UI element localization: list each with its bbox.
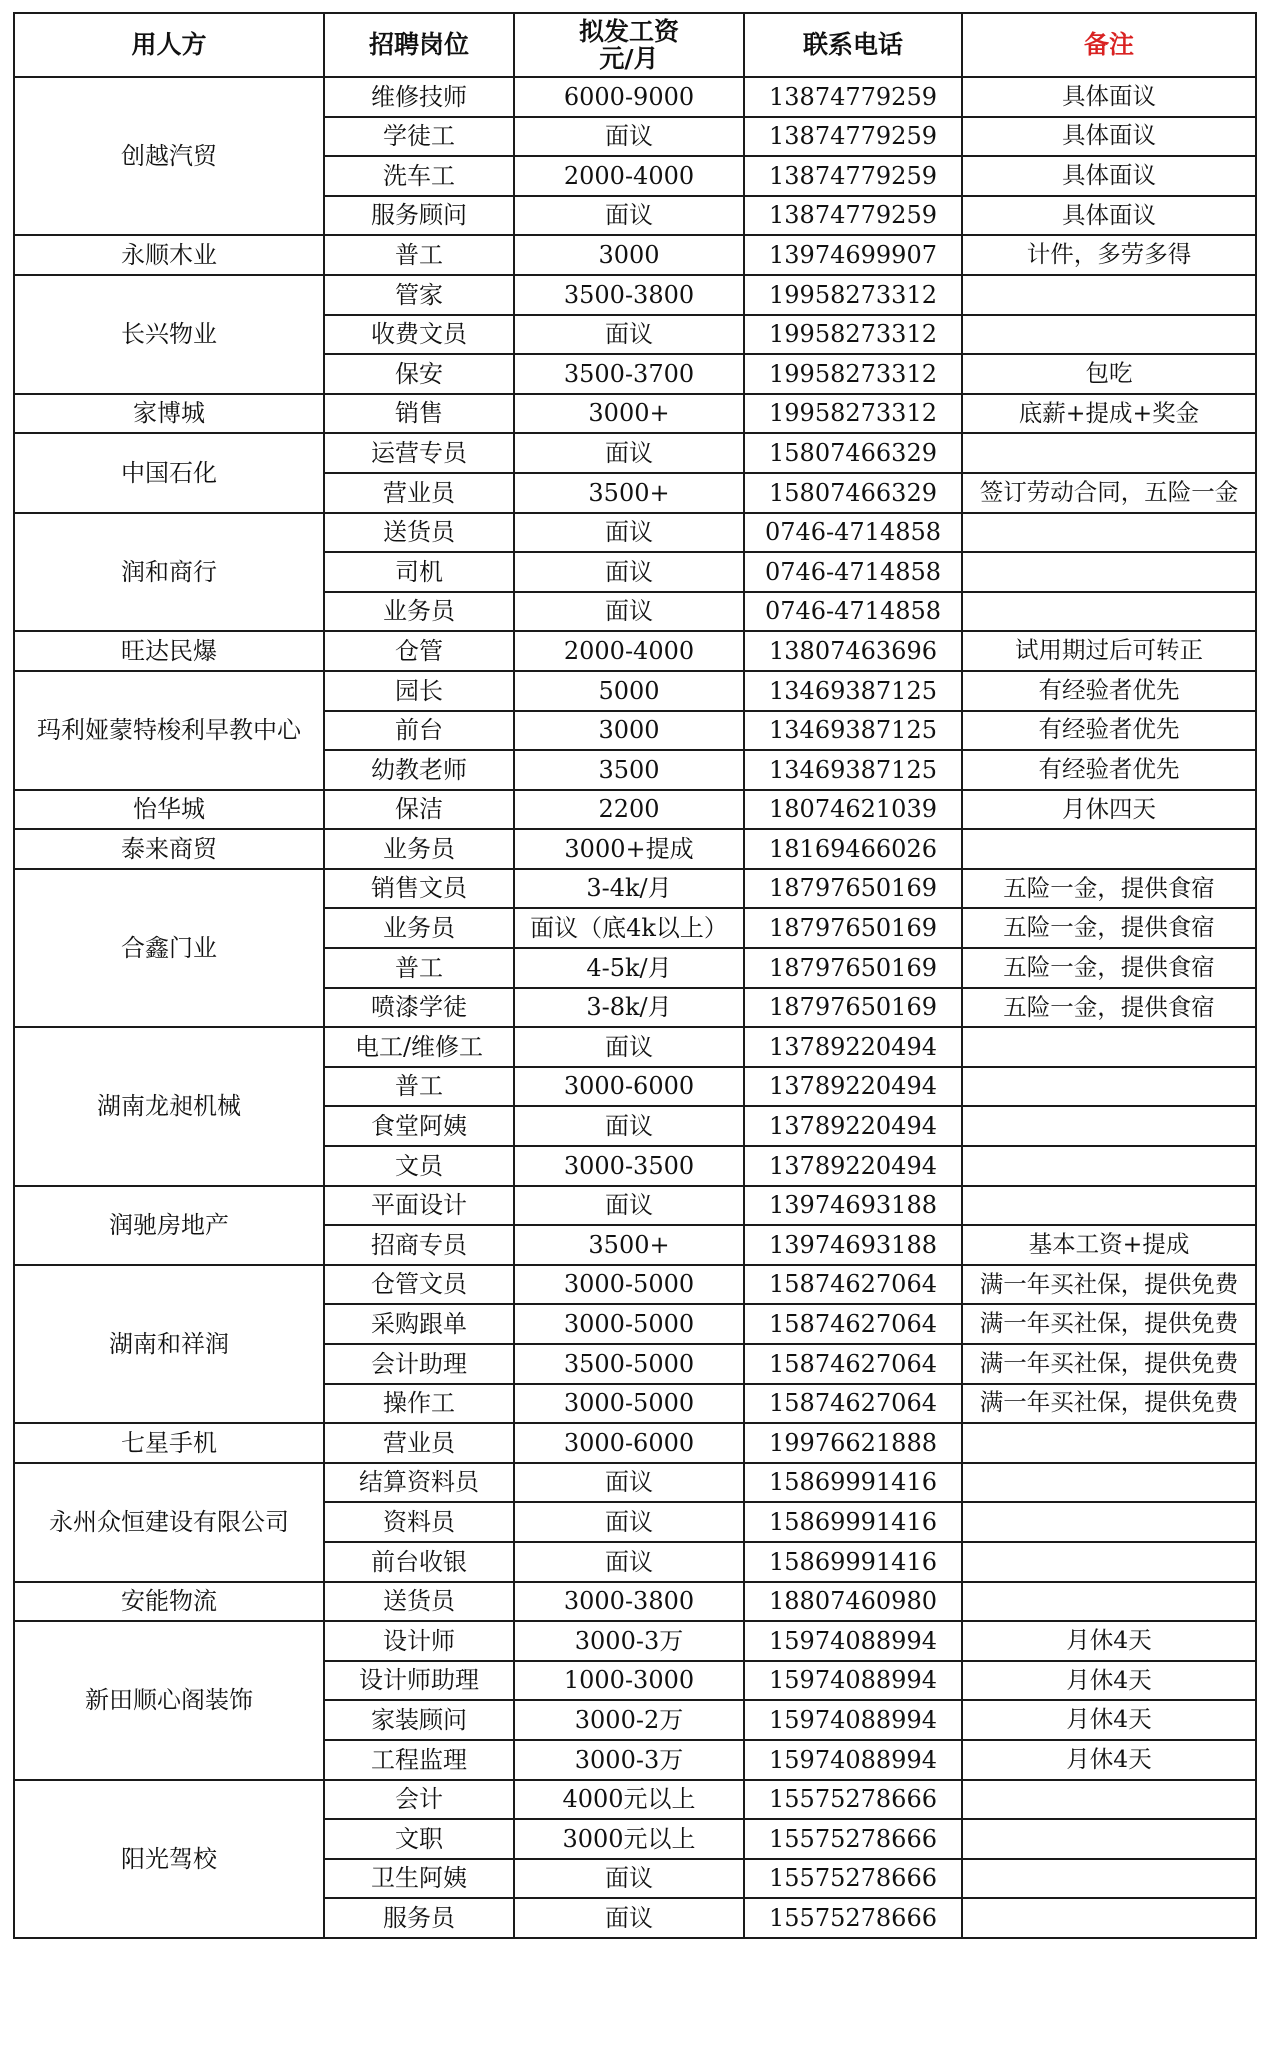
salary-cell: 3000-5000 bbox=[514, 1265, 744, 1305]
position-cell: 电工/维修工 bbox=[324, 1027, 514, 1067]
phone-cell: 15874627064 bbox=[744, 1265, 962, 1305]
position-cell: 销售 bbox=[324, 394, 514, 434]
phone-cell: 19958273312 bbox=[744, 275, 962, 315]
salary-cell: 5000 bbox=[514, 671, 744, 711]
remark-cell: 有经验者优先 bbox=[962, 750, 1256, 790]
header-position: 招聘岗位 bbox=[324, 13, 514, 77]
position-cell: 营业员 bbox=[324, 1423, 514, 1463]
phone-cell: 13789220494 bbox=[744, 1106, 962, 1146]
remark-cell: 有经验者优先 bbox=[962, 711, 1256, 751]
remark-cell: 试用期过后可转正 bbox=[962, 631, 1256, 671]
salary-cell: 面议 bbox=[514, 1186, 744, 1226]
remark-cell: 具体面议 bbox=[962, 156, 1256, 196]
position-cell: 招商专员 bbox=[324, 1225, 514, 1265]
phone-cell: 13874779259 bbox=[744, 77, 962, 117]
remark-cell: 具体面议 bbox=[962, 117, 1256, 157]
position-cell: 普工 bbox=[324, 1067, 514, 1107]
remark-cell bbox=[962, 1502, 1256, 1542]
remark-cell bbox=[962, 433, 1256, 473]
employer-cell: 中国石化 bbox=[14, 433, 324, 512]
phone-cell: 18797650169 bbox=[744, 908, 962, 948]
salary-cell: 3500-3700 bbox=[514, 354, 744, 394]
phone-cell: 15869991416 bbox=[744, 1463, 962, 1503]
phone-cell: 13974693188 bbox=[744, 1225, 962, 1265]
phone-cell: 13874779259 bbox=[744, 117, 962, 157]
remark-cell: 具体面议 bbox=[962, 196, 1256, 236]
position-cell: 卫生阿姨 bbox=[324, 1859, 514, 1899]
position-cell: 业务员 bbox=[324, 908, 514, 948]
salary-cell: 2000-4000 bbox=[514, 631, 744, 671]
salary-cell: 2200 bbox=[514, 790, 744, 830]
remark-cell bbox=[962, 315, 1256, 355]
table-row bbox=[14, 869, 1256, 909]
remark-cell bbox=[962, 1859, 1256, 1899]
remark-cell bbox=[962, 1898, 1256, 1938]
table-row bbox=[14, 671, 1256, 711]
table-row bbox=[14, 275, 1256, 315]
salary-cell: 3000-5000 bbox=[514, 1384, 744, 1424]
employer-cell: 七星手机 bbox=[14, 1423, 324, 1463]
phone-cell: 13807463696 bbox=[744, 631, 962, 671]
table-row bbox=[14, 1423, 1256, 1463]
remark-cell bbox=[962, 1819, 1256, 1859]
position-cell: 销售文员 bbox=[324, 869, 514, 909]
table-row bbox=[14, 1621, 1256, 1661]
phone-cell: 0746-4714858 bbox=[744, 592, 962, 632]
position-cell: 司机 bbox=[324, 552, 514, 592]
remark-cell: 计件，多劳多得 bbox=[962, 235, 1256, 275]
table-row bbox=[14, 235, 1256, 275]
position-cell: 设计师助理 bbox=[324, 1661, 514, 1701]
phone-cell: 18807460980 bbox=[744, 1582, 962, 1622]
position-cell: 保安 bbox=[324, 354, 514, 394]
salary-cell: 面议 bbox=[514, 513, 744, 553]
phone-cell: 13789220494 bbox=[744, 1146, 962, 1186]
remark-cell bbox=[962, 513, 1256, 553]
remark-cell bbox=[962, 1423, 1256, 1463]
salary-cell: 面议 bbox=[514, 1859, 744, 1899]
phone-cell: 13874779259 bbox=[744, 196, 962, 236]
position-cell: 工程监理 bbox=[324, 1740, 514, 1780]
remark-cell: 满一年买社保，提供免费 bbox=[962, 1344, 1256, 1384]
salary-cell: 面议 bbox=[514, 433, 744, 473]
phone-cell: 15807466329 bbox=[744, 473, 962, 513]
phone-cell: 13974699907 bbox=[744, 235, 962, 275]
salary-cell: 1000-3000 bbox=[514, 1661, 744, 1701]
remark-cell: 满一年买社保，提供免费 bbox=[962, 1265, 1256, 1305]
position-cell: 学徒工 bbox=[324, 117, 514, 157]
table-row bbox=[14, 433, 1256, 473]
position-cell: 家装顾问 bbox=[324, 1700, 514, 1740]
remark-cell: 包吃 bbox=[962, 354, 1256, 394]
salary-cell: 3000-6000 bbox=[514, 1067, 744, 1107]
employer-cell: 永顺木业 bbox=[14, 235, 324, 275]
phone-cell: 15974088994 bbox=[744, 1740, 962, 1780]
remark-cell bbox=[962, 552, 1256, 592]
position-cell: 运营专员 bbox=[324, 433, 514, 473]
position-cell: 管家 bbox=[324, 275, 514, 315]
employer-cell: 长兴物业 bbox=[14, 275, 324, 394]
remark-cell bbox=[962, 1027, 1256, 1067]
salary-cell: 面议 bbox=[514, 1502, 744, 1542]
phone-cell: 19976621888 bbox=[744, 1423, 962, 1463]
salary-cell: 3000 bbox=[514, 235, 744, 275]
salary-cell: 3000-3万 bbox=[514, 1621, 744, 1661]
table-row bbox=[14, 631, 1256, 671]
header-phone: 联系电话 bbox=[744, 13, 962, 77]
table-row bbox=[14, 790, 1256, 830]
salary-cell: 面议 bbox=[514, 1542, 744, 1582]
salary-cell: 2000-4000 bbox=[514, 156, 744, 196]
salary-cell: 3000-3800 bbox=[514, 1582, 744, 1622]
position-cell: 文职 bbox=[324, 1819, 514, 1859]
remark-cell bbox=[962, 1582, 1256, 1622]
salary-cell: 3000-5000 bbox=[514, 1304, 744, 1344]
remark-cell: 五险一金，提供食宿 bbox=[962, 948, 1256, 988]
remark-cell bbox=[962, 1067, 1256, 1107]
phone-cell: 18074621039 bbox=[744, 790, 962, 830]
remark-cell bbox=[962, 592, 1256, 632]
remark-cell: 有经验者优先 bbox=[962, 671, 1256, 711]
phone-cell: 13974693188 bbox=[744, 1186, 962, 1226]
remark-cell: 签订劳动合同，五险一金 bbox=[962, 473, 1256, 513]
employer-cell: 湖南龙昶机械 bbox=[14, 1027, 324, 1185]
salary-cell: 3500+ bbox=[514, 1225, 744, 1265]
position-cell: 业务员 bbox=[324, 592, 514, 632]
position-cell: 结算资料员 bbox=[324, 1463, 514, 1503]
phone-cell: 15807466329 bbox=[744, 433, 962, 473]
remark-cell: 月休四天 bbox=[962, 790, 1256, 830]
salary-cell: 4000元以上 bbox=[514, 1780, 744, 1820]
salary-cell: 3000+提成 bbox=[514, 829, 744, 869]
position-cell: 操作工 bbox=[324, 1384, 514, 1424]
position-cell: 普工 bbox=[324, 948, 514, 988]
employer-cell: 安能物流 bbox=[14, 1582, 324, 1622]
table-row bbox=[14, 1265, 1256, 1305]
salary-cell: 面议 bbox=[514, 592, 744, 632]
table-row bbox=[14, 513, 1256, 553]
table-header bbox=[14, 13, 1256, 77]
employer-cell: 湖南和祥润 bbox=[14, 1265, 324, 1423]
phone-cell: 13469387125 bbox=[744, 750, 962, 790]
employer-cell: 泰来商贸 bbox=[14, 829, 324, 869]
remark-cell: 月休4天 bbox=[962, 1740, 1256, 1780]
remark-cell: 五险一金，提供食宿 bbox=[962, 908, 1256, 948]
employer-cell: 旺达民爆 bbox=[14, 631, 324, 671]
remark-cell: 月休4天 bbox=[962, 1621, 1256, 1661]
position-cell: 业务员 bbox=[324, 829, 514, 869]
phone-cell: 19958273312 bbox=[744, 354, 962, 394]
salary-cell: 3000元以上 bbox=[514, 1819, 744, 1859]
phone-cell: 18797650169 bbox=[744, 988, 962, 1028]
phone-cell: 15874627064 bbox=[744, 1344, 962, 1384]
salary-cell: 3500+ bbox=[514, 473, 744, 513]
employer-cell: 玛利娅蒙特梭利早教中心 bbox=[14, 671, 324, 790]
position-cell: 服务员 bbox=[324, 1898, 514, 1938]
remark-cell: 满一年买社保，提供免费 bbox=[962, 1304, 1256, 1344]
header-salary bbox=[514, 13, 744, 77]
position-cell: 洗车工 bbox=[324, 156, 514, 196]
position-cell: 前台收银 bbox=[324, 1542, 514, 1582]
phone-cell: 0746-4714858 bbox=[744, 513, 962, 553]
salary-cell: 3500-5000 bbox=[514, 1344, 744, 1384]
phone-cell: 18169466026 bbox=[744, 829, 962, 869]
header-salary-line1: 拟发工资 bbox=[578, 16, 679, 46]
phone-cell: 15874627064 bbox=[744, 1384, 962, 1424]
remark-cell: 具体面议 bbox=[962, 77, 1256, 117]
salary-cell: 面议 bbox=[514, 1898, 744, 1938]
employer-cell: 润驰房地产 bbox=[14, 1186, 324, 1265]
salary-cell: 3000-6000 bbox=[514, 1423, 744, 1463]
salary-cell: 3-8k/月 bbox=[514, 988, 744, 1028]
remark-cell bbox=[962, 1186, 1256, 1226]
position-cell: 营业员 bbox=[324, 473, 514, 513]
position-cell: 仓管文员 bbox=[324, 1265, 514, 1305]
position-cell: 会计 bbox=[324, 1780, 514, 1820]
header-salary-line2: 元/月 bbox=[599, 44, 659, 73]
phone-cell: 13469387125 bbox=[744, 711, 962, 751]
remark-cell: 五险一金，提供食宿 bbox=[962, 988, 1256, 1028]
remark-cell: 满一年买社保，提供免费 bbox=[962, 1384, 1256, 1424]
position-cell: 幼教老师 bbox=[324, 750, 514, 790]
table-row bbox=[14, 77, 1256, 117]
phone-cell: 15974088994 bbox=[744, 1700, 962, 1740]
employer-cell: 润和商行 bbox=[14, 513, 324, 632]
salary-cell: 3000-3万 bbox=[514, 1740, 744, 1780]
employer-cell: 家博城 bbox=[14, 394, 324, 434]
employer-cell: 创越汽贸 bbox=[14, 77, 324, 235]
phone-cell: 15575278666 bbox=[744, 1819, 962, 1859]
salary-cell: 面议 bbox=[514, 1106, 744, 1146]
position-cell: 仓管 bbox=[324, 631, 514, 671]
salary-cell: 3000 bbox=[514, 711, 744, 751]
table-row bbox=[14, 1463, 1256, 1503]
employer-cell: 合鑫门业 bbox=[14, 869, 324, 1027]
position-cell: 普工 bbox=[324, 235, 514, 275]
employer-cell: 阳光驾校 bbox=[14, 1780, 324, 1938]
position-cell: 会计助理 bbox=[324, 1344, 514, 1384]
remark-cell bbox=[962, 829, 1256, 869]
position-cell: 食堂阿姨 bbox=[324, 1106, 514, 1146]
table-row bbox=[14, 1780, 1256, 1820]
phone-cell: 13874779259 bbox=[744, 156, 962, 196]
table-row bbox=[14, 394, 1256, 434]
phone-cell: 15974088994 bbox=[744, 1621, 962, 1661]
position-cell: 平面设计 bbox=[324, 1186, 514, 1226]
position-cell: 喷漆学徒 bbox=[324, 988, 514, 1028]
phone-cell: 15869991416 bbox=[744, 1542, 962, 1582]
salary-cell: 面议 bbox=[514, 196, 744, 236]
remark-cell bbox=[962, 275, 1256, 315]
phone-cell: 15974088994 bbox=[744, 1661, 962, 1701]
salary-cell: 3000+ bbox=[514, 394, 744, 434]
remark-cell: 五险一金，提供食宿 bbox=[962, 869, 1256, 909]
phone-cell: 19958273312 bbox=[744, 394, 962, 434]
remark-cell bbox=[962, 1463, 1256, 1503]
salary-cell: 面议 bbox=[514, 315, 744, 355]
header-remark: 备注 bbox=[962, 13, 1256, 77]
salary-cell: 6000-9000 bbox=[514, 77, 744, 117]
position-cell: 送货员 bbox=[324, 513, 514, 553]
table-body bbox=[14, 77, 1256, 1938]
remark-cell bbox=[962, 1106, 1256, 1146]
phone-cell: 13469387125 bbox=[744, 671, 962, 711]
position-cell: 送货员 bbox=[324, 1582, 514, 1622]
remark-cell: 月休4天 bbox=[962, 1661, 1256, 1701]
header-row bbox=[14, 13, 1256, 77]
position-cell: 服务顾问 bbox=[324, 196, 514, 236]
phone-cell: 0746-4714858 bbox=[744, 552, 962, 592]
phone-cell: 15869991416 bbox=[744, 1502, 962, 1542]
position-cell: 资料员 bbox=[324, 1502, 514, 1542]
remark-cell: 月休4天 bbox=[962, 1700, 1256, 1740]
employer-cell: 永州众恒建设有限公司 bbox=[14, 1463, 324, 1582]
salary-cell: 3000-2万 bbox=[514, 1700, 744, 1740]
salary-cell: 面议（底4k以上） bbox=[514, 908, 744, 948]
table-row bbox=[14, 829, 1256, 869]
salary-cell: 3-4k/月 bbox=[514, 869, 744, 909]
salary-cell: 4-5k/月 bbox=[514, 948, 744, 988]
salary-cell: 3500-3800 bbox=[514, 275, 744, 315]
remark-cell bbox=[962, 1146, 1256, 1186]
table-row bbox=[14, 1582, 1256, 1622]
header-employer: 用人方 bbox=[14, 13, 324, 77]
phone-cell: 13789220494 bbox=[744, 1027, 962, 1067]
employer-cell: 怡华城 bbox=[14, 790, 324, 830]
recruitment-table bbox=[13, 12, 1257, 1939]
position-cell: 维修技师 bbox=[324, 77, 514, 117]
remark-cell: 基本工资+提成 bbox=[962, 1225, 1256, 1265]
position-cell: 前台 bbox=[324, 711, 514, 751]
phone-cell: 19958273312 bbox=[744, 315, 962, 355]
remark-cell: 底薪+提成+奖金 bbox=[962, 394, 1256, 434]
position-cell: 文员 bbox=[324, 1146, 514, 1186]
salary-cell: 面议 bbox=[514, 552, 744, 592]
salary-cell: 面议 bbox=[514, 1027, 744, 1067]
salary-cell: 3500 bbox=[514, 750, 744, 790]
phone-cell: 15874627064 bbox=[744, 1304, 962, 1344]
salary-cell: 3000-3500 bbox=[514, 1146, 744, 1186]
table-row bbox=[14, 1186, 1256, 1226]
remark-cell bbox=[962, 1780, 1256, 1820]
phone-cell: 18797650169 bbox=[744, 948, 962, 988]
position-cell: 设计师 bbox=[324, 1621, 514, 1661]
position-cell: 收费文员 bbox=[324, 315, 514, 355]
table-row bbox=[14, 1027, 1256, 1067]
phone-cell: 15575278666 bbox=[744, 1898, 962, 1938]
position-cell: 园长 bbox=[324, 671, 514, 711]
position-cell: 保洁 bbox=[324, 790, 514, 830]
remark-cell bbox=[962, 1542, 1256, 1582]
employer-cell: 新田顺心阁装饰 bbox=[14, 1621, 324, 1779]
salary-cell: 面议 bbox=[514, 117, 744, 157]
salary-cell: 面议 bbox=[514, 1463, 744, 1503]
phone-cell: 18797650169 bbox=[744, 869, 962, 909]
position-cell: 采购跟单 bbox=[324, 1304, 514, 1344]
phone-cell: 15575278666 bbox=[744, 1780, 962, 1820]
phone-cell: 13789220494 bbox=[744, 1067, 962, 1107]
phone-cell: 15575278666 bbox=[744, 1859, 962, 1899]
